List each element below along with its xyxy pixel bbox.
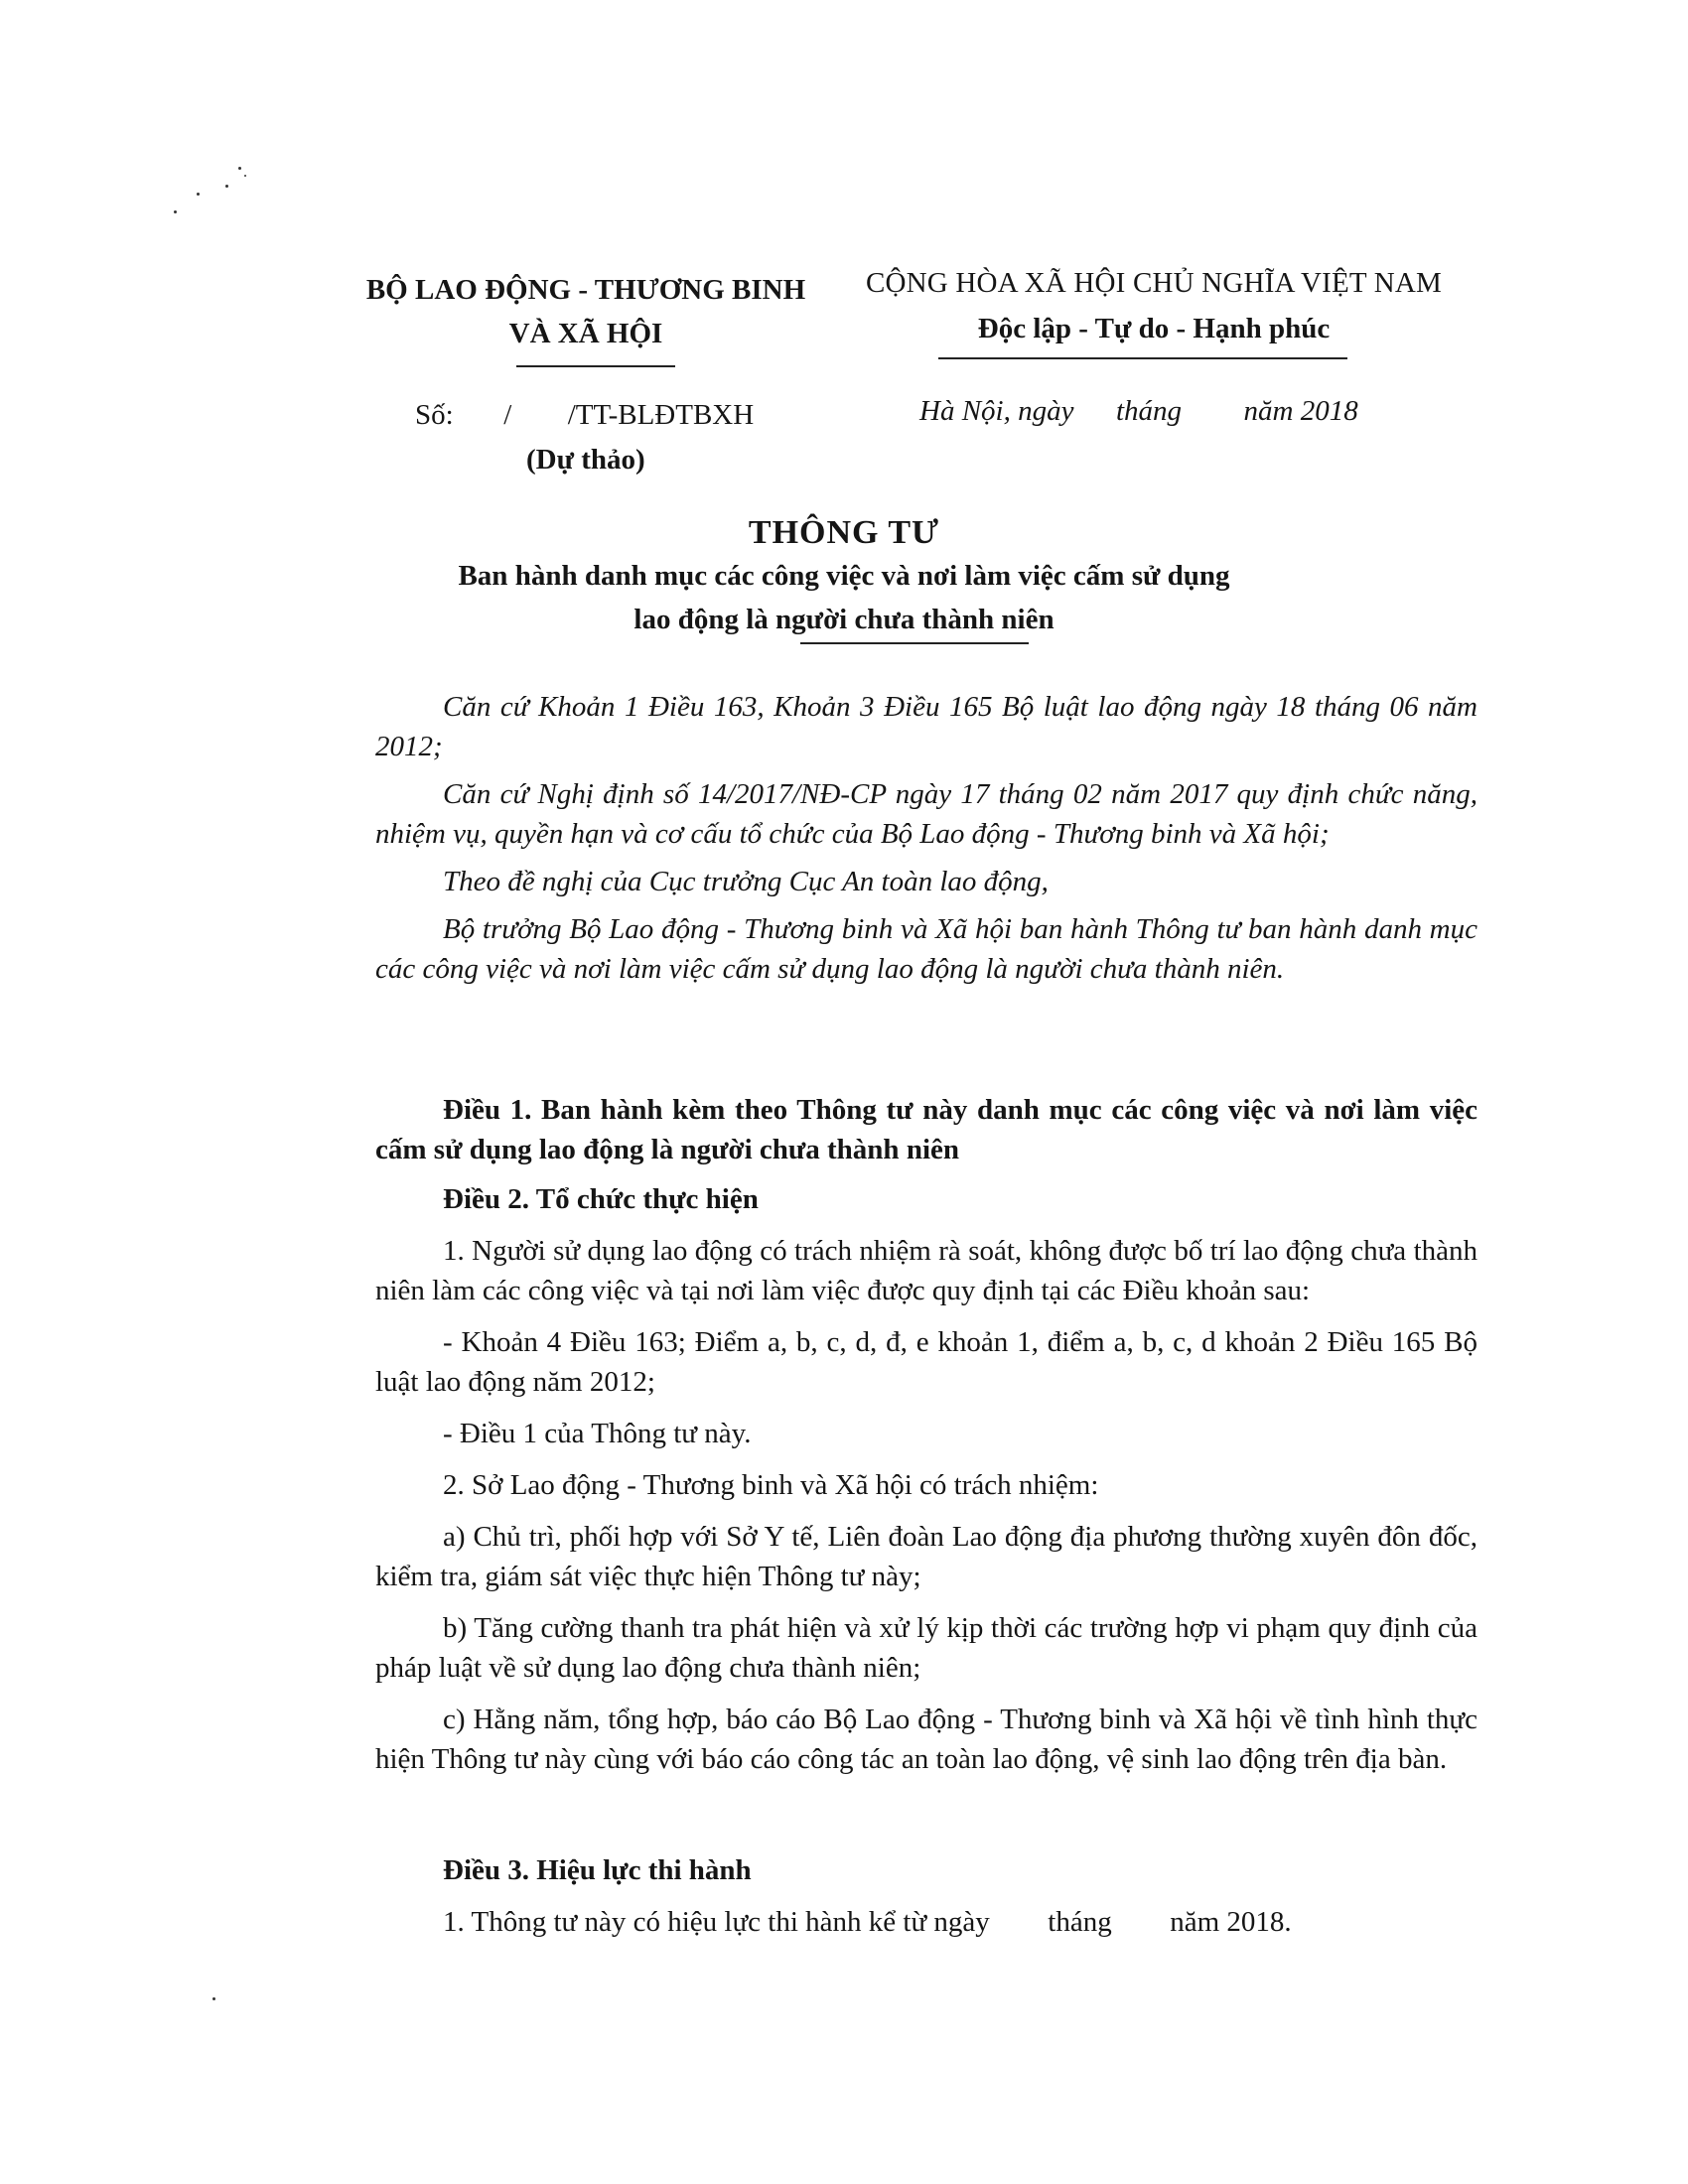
article-2-paragraph: b) Tăng cường thanh tra phát hiện và xử lý kịp thời các trường hợp vi phạm quy định của pháp luật về sử dụng lao động chưa thành niên; bbox=[375, 1612, 1477, 1684]
motto-underline bbox=[938, 357, 1347, 359]
ministry-name-line1: BỘ LAO ĐỘNG - THƯƠNG BINH bbox=[365, 274, 806, 306]
date-line bbox=[919, 395, 1358, 428]
date-month: tháng bbox=[1115, 395, 1183, 427]
number-prefix: Số: bbox=[415, 399, 454, 431]
article-1-text: Điều 1. Ban hành kèm theo Thông tư này danh mục các công việc và nơi làm việc cấm sử dụng lao động là người chưa thành niên bbox=[375, 1094, 1477, 1165]
date-year: năm 2018 bbox=[1243, 395, 1358, 427]
article-3-paragraph bbox=[375, 1902, 1477, 1942]
document-title: THÔNG TƯ bbox=[748, 514, 940, 551]
effective-date-text: 1. Thông tư này có hiệu lực thi hành kể từ ngày bbox=[443, 1906, 990, 1938]
ministry-name-line2: VÀ XÃ HỘI bbox=[508, 318, 663, 349]
document-subtitle bbox=[0, 554, 1688, 641]
article-2-heading: Điều 2. Tổ chức thực hiện bbox=[443, 1183, 759, 1215]
subtitle-line2: lao động là người chưa thành niên bbox=[633, 604, 1055, 635]
preamble-paragraph: Theo đề nghị của Cục trưởng Cục An toàn lao động, bbox=[443, 866, 1049, 897]
number-slash: / bbox=[503, 399, 512, 431]
effective-month: tháng bbox=[1048, 1906, 1112, 1938]
ministry-header bbox=[328, 268, 844, 355]
article-2-paragraph: - Khoản 4 Điều 163; Điểm a, b, c, d, đ, e khoản 1, điểm a, b, c, d khoản 2 Điều 165 Bộ luật lao động năm 2012; bbox=[375, 1326, 1477, 1398]
preamble bbox=[375, 687, 1477, 989]
nation-name: CỘNG HÒA XÃ HỘI CHỦ NGHĨA VIỆT NAM bbox=[865, 267, 1443, 299]
scan-speck bbox=[174, 210, 177, 213]
date-place: Hà Nội, ngày bbox=[919, 395, 1074, 427]
article-3 bbox=[375, 1850, 1477, 1942]
article-2 bbox=[375, 1179, 1477, 1779]
article-2-paragraph: 1. Người sử dụng lao động có trách nhiệm rà soát, không được bố trí lao động chưa thành niên làm các công việc và tại nơi làm việc được quy định tại các Điều khoản sau: bbox=[375, 1235, 1477, 1306]
title-underline bbox=[800, 642, 1029, 644]
article-2-paragraph: - Điều 1 của Thông tư này. bbox=[443, 1418, 752, 1449]
scan-speck bbox=[212, 1997, 215, 2000]
scan-speck bbox=[238, 167, 241, 170]
article-3-heading: Điều 3. Hiệu lực thi hành bbox=[443, 1854, 752, 1886]
effective-year: năm 2018. bbox=[1170, 1906, 1292, 1938]
article-2-paragraph: a) Chủ trì, phối hợp với Sở Y tế, Liên đoàn Lao động địa phương thường xuyên đôn đốc, kiểm tra, giám sát việc thực hiện Thông tư này; bbox=[375, 1521, 1477, 1592]
article-2-paragraph: 2. Sở Lao động - Thương binh và Xã hội có trách nhiệm: bbox=[443, 1469, 1099, 1501]
subtitle-line1: Ban hành danh mục các công việc và nơi làm việc cấm sử dụng bbox=[458, 560, 1230, 592]
ministry-underline bbox=[516, 365, 675, 367]
article-2-paragraph: c) Hằng năm, tổng hợp, báo cáo Bộ Lao động - Thương binh và Xã hội về tình hình thực hiện Thông tư này cùng với báo cáo công tác an toàn lao động, vệ sinh lao động trên địa bàn. bbox=[375, 1704, 1477, 1775]
preamble-paragraph: Căn cứ Nghị định số 14/2017/NĐ-CP ngày 17 tháng 02 năm 2017 quy định chức năng, nhiệm vụ, quyền hạn và cơ cấu tổ chức của Bộ Lao động - Thương binh và Xã hội; bbox=[375, 778, 1477, 850]
scan-speck bbox=[244, 175, 246, 177]
nation-header bbox=[836, 260, 1472, 351]
nation-motto: Độc lập - Tự do - Hạnh phúc bbox=[977, 313, 1331, 344]
scan-speck bbox=[197, 193, 200, 196]
preamble-paragraph: Căn cứ Khoản 1 Điều 163, Khoản 3 Điều 165 Bộ luật lao động ngày 18 tháng 06 năm 2012; bbox=[375, 691, 1477, 762]
number-code: /TT-BLĐTBXH bbox=[567, 399, 755, 431]
document-number bbox=[415, 399, 754, 432]
scan-speck bbox=[225, 185, 228, 188]
article-1 bbox=[375, 1090, 1477, 1169]
preamble-paragraph: Bộ trưởng Bộ Lao động - Thương binh và Xã hội ban hành Thông tư ban hành danh mục các công việc và nơi làm việc cấm sử dụng lao động là người chưa thành niên. bbox=[375, 913, 1477, 985]
draft-label: (Dự thảo) bbox=[526, 444, 645, 476]
